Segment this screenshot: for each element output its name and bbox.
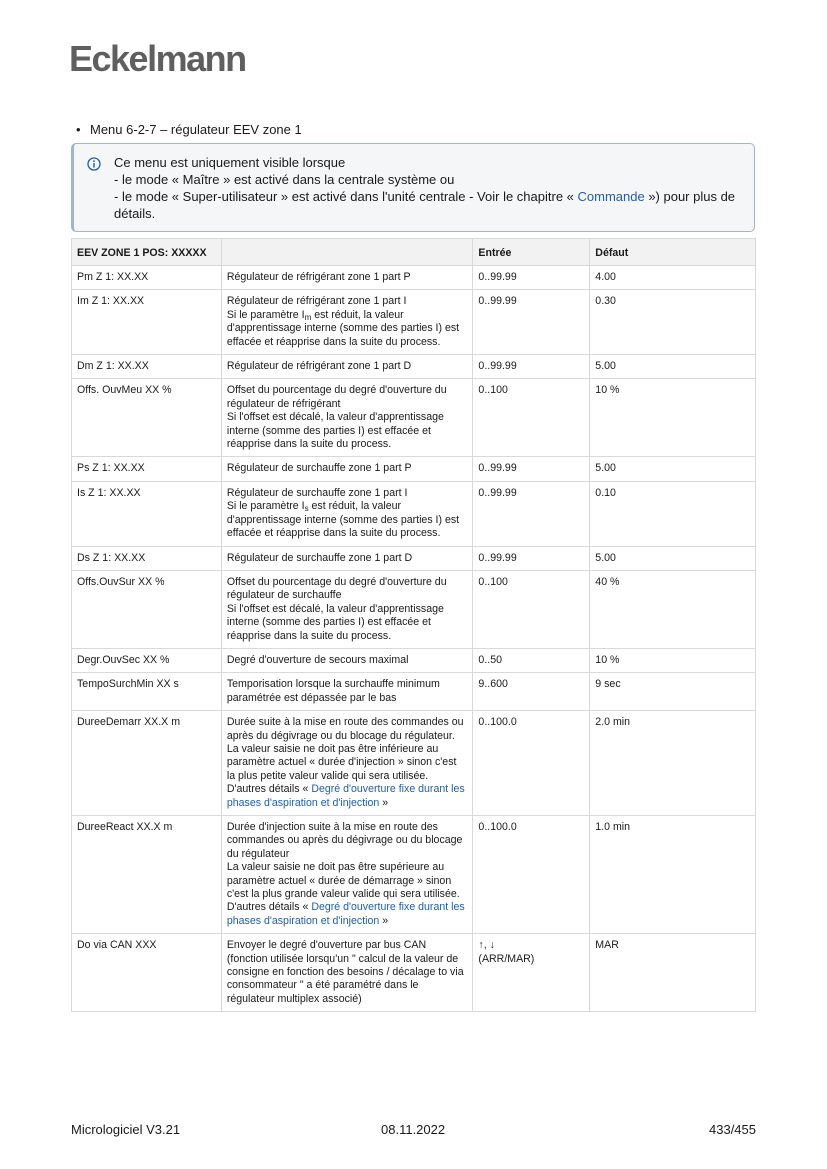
input-cell: 9..600 [473,673,590,711]
param-cell: Is Z 1: XX.XX [72,481,222,546]
desc-cell [221,290,473,355]
desc-line [227,500,468,540]
desc-line: Si l'offset est décalé, la valeur d'apprentissage interne (somme des parties I) est effacée et réapprise dans la suite du process. [226,602,444,642]
desc-cell [221,481,473,546]
input-cell: 0..99.99 [473,546,590,570]
default-cell: 0.10 [590,481,756,546]
header-desc [221,239,473,266]
eckelmann-logo: Eckelmann [69,38,246,79]
table-row [72,481,756,546]
param-cell: Degr.OuvSec XX % [72,648,222,672]
note-line-3 [114,188,740,222]
default-cell: 40 % [590,570,756,648]
desc-cell [221,379,473,457]
table-row [72,673,756,711]
footer-page-number: 433/455 [709,1122,756,1137]
input-cell: 0..100.0 [473,816,590,934]
default-cell: 9 sec [590,673,756,711]
parameter-table [71,238,756,1012]
input-options: (ARR/MAR) [478,952,535,965]
input-cell: 0..99.99 [473,457,590,481]
default-cell: 10 % [590,379,756,457]
default-cell: 4.00 [590,266,756,290]
default-cell: 10 % [590,648,756,672]
desc-line: Durée d'injection suite à la mise en route des commandes ou après du dégivrage ou du blocage du régulateur [226,821,463,860]
injection-phase-link[interactable]: Degré d'ouverture fixe durant les phases d'aspiration et d'injection [226,783,465,809]
desc-line [227,901,468,928]
injection-phase-link[interactable]: Degré d'ouverture fixe durant les phases d'aspiration et d'injection [226,901,465,927]
param-cell: Pm Z 1: XX.XX [72,266,222,290]
default-cell: 2.0 min [590,711,756,816]
param-cell: DureeDemarr XX.X m [72,711,222,816]
param-cell: TempoSurchMin XX s [72,673,222,711]
info-note [71,143,755,232]
note-line-3-end: ») pour plus de détails. [114,189,736,221]
table-row [72,379,756,457]
bullet-dot: • [76,122,81,137]
desc-text: est réduit, la valeur d'apprentissage interne (somme des parties I) est effacée et réapprise dans la suite du process. [226,500,460,540]
menu-bullet [76,122,302,137]
desc-cell: Régulateur de surchauffe zone 1 part P [221,457,473,481]
param-cell: Ps Z 1: XX.XX [72,457,222,481]
default-cell: 1.0 min [590,816,756,934]
note-line-1: Ce menu est uniquement visible lorsque [114,155,346,170]
default-cell: 5.00 [590,457,756,481]
footer-date: 08.11.2022 [381,1122,446,1137]
input-cell: 0..50 [473,648,590,672]
table-row [72,648,756,672]
table-row [72,711,756,816]
desc-cell: Régulateur de réfrigérant zone 1 part D [221,355,473,379]
desc-line: La valeur saisie ne doit pas être inférieure au paramètre actuel « durée d'injection » sinon c'est la plus petite valeur valide qui sera utilisée. [226,742,457,782]
desc-text: » [379,914,389,927]
desc-line: Offset du pourcentage du degré d'ouverture du régulateur de réfrigérant [226,384,447,410]
footer-version: Micrologiciel V3.21 [71,1122,181,1137]
desc-subscript: m [304,312,312,322]
table-row [72,570,756,648]
header-input: Entrée [473,239,590,266]
default-cell: 5.00 [590,355,756,379]
table-header-row [72,239,756,266]
input-arrows: ↑, ↓ [478,939,495,952]
menu-title: Menu 6-2-7 – régulateur EEV zone 1 [90,122,302,137]
header-default: Défaut [590,239,756,266]
param-cell: Im Z 1: XX.XX [72,290,222,355]
desc-text: D'autres détails « [226,783,312,796]
table-row [72,266,756,290]
desc-cell [221,711,473,816]
param-cell: Offs.OuvSur XX % [72,570,222,648]
table-row [72,934,756,1012]
desc-line: Si l'offset est décalé, la valeur d'apprentissage interne (somme des parties I) est effacée et réapprise dans la suite du process. [226,411,444,451]
default-cell: 5.00 [590,546,756,570]
param-cell: DureeReact XX.X m [72,816,222,934]
desc-line: La valeur saisie ne doit pas être supérieure au paramètre actuel « durée de démarrage » sinon c'est la plus grande valeur valide qui sera utilisée. [226,861,460,901]
desc-subscript: s [304,504,309,514]
input-cell: 0..99.99 [473,355,590,379]
note-line-2: - le mode « Maître » est activé dans la centrale système ou [114,172,455,187]
table-row [72,546,756,570]
desc-line: Régulateur de réfrigérant zone 1 part I [226,295,407,308]
commande-link[interactable]: Commande [577,189,645,204]
desc-cell: Régulateur de surchauffe zone 1 part D [221,546,473,570]
desc-text: Si le paramètre I [226,308,305,321]
desc-line: Régulateur de surchauffe zone 1 part I [226,486,408,499]
table-row [72,355,756,379]
desc-line: Durée suite à la mise en route des commandes ou après du dégivrage ou du blocage du régulateur. [226,716,464,742]
desc-text: est réduit, la valeur d'apprentissage interne (somme des parties I) est effacée et réapprise dans la suite du process. [226,308,460,348]
input-cell: 0..99.99 [473,290,590,355]
input-cell: 0..100 [473,379,590,457]
default-cell: 0.30 [590,290,756,355]
input-cell [473,934,590,1012]
header-param: EEV ZONE 1 POS: XXXXX [72,239,222,266]
table-row [72,816,756,934]
param-cell: Ds Z 1: XX.XX [72,546,222,570]
desc-cell [221,816,473,934]
desc-cell: Envoyer le degré d'ouverture par bus CAN (fonction utilisée lorsqu'un " calcul de la valeur de consigne en fonction des besoins / décalage to via consommateur " a été paramétré dans le régulateur multiplex associé) [221,934,473,1012]
input-cell: 0..100 [473,570,590,648]
desc-cell [221,570,473,648]
desc-cell: Temporisation lorsque la surchauffe minimum paramétrée est dépassée par le bas [221,673,473,711]
desc-line: Offset du pourcentage du degré d'ouverture du régulateur de surchauffe [226,575,447,602]
input-cell: 0..99.99 [473,481,590,546]
table-row [72,290,756,355]
desc-line [227,783,468,810]
desc-text: D'autres détails « [226,901,312,914]
param-cell: Offs. OuvMeu XX % [72,379,222,457]
default-cell: MAR [590,934,756,1012]
param-cell: Do via CAN XXX [72,934,222,1012]
desc-text: Si le paramètre I [226,500,305,513]
desc-line [227,309,468,349]
input-cell: 0..99.99 [473,266,590,290]
desc-cell: Régulateur de réfrigérant zone 1 part P [221,266,473,290]
note-line-3-text: - le mode « Super-utilisateur » est activé dans l'unité centrale - Voir le chapitre « [114,189,578,204]
desc-cell: Degré d'ouverture de secours maximal [221,648,473,672]
input-cell: 0..100.0 [473,711,590,816]
desc-text: » [379,796,389,809]
table-row [72,457,756,481]
info-icon [87,157,101,171]
param-cell: Dm Z 1: XX.XX [72,355,222,379]
